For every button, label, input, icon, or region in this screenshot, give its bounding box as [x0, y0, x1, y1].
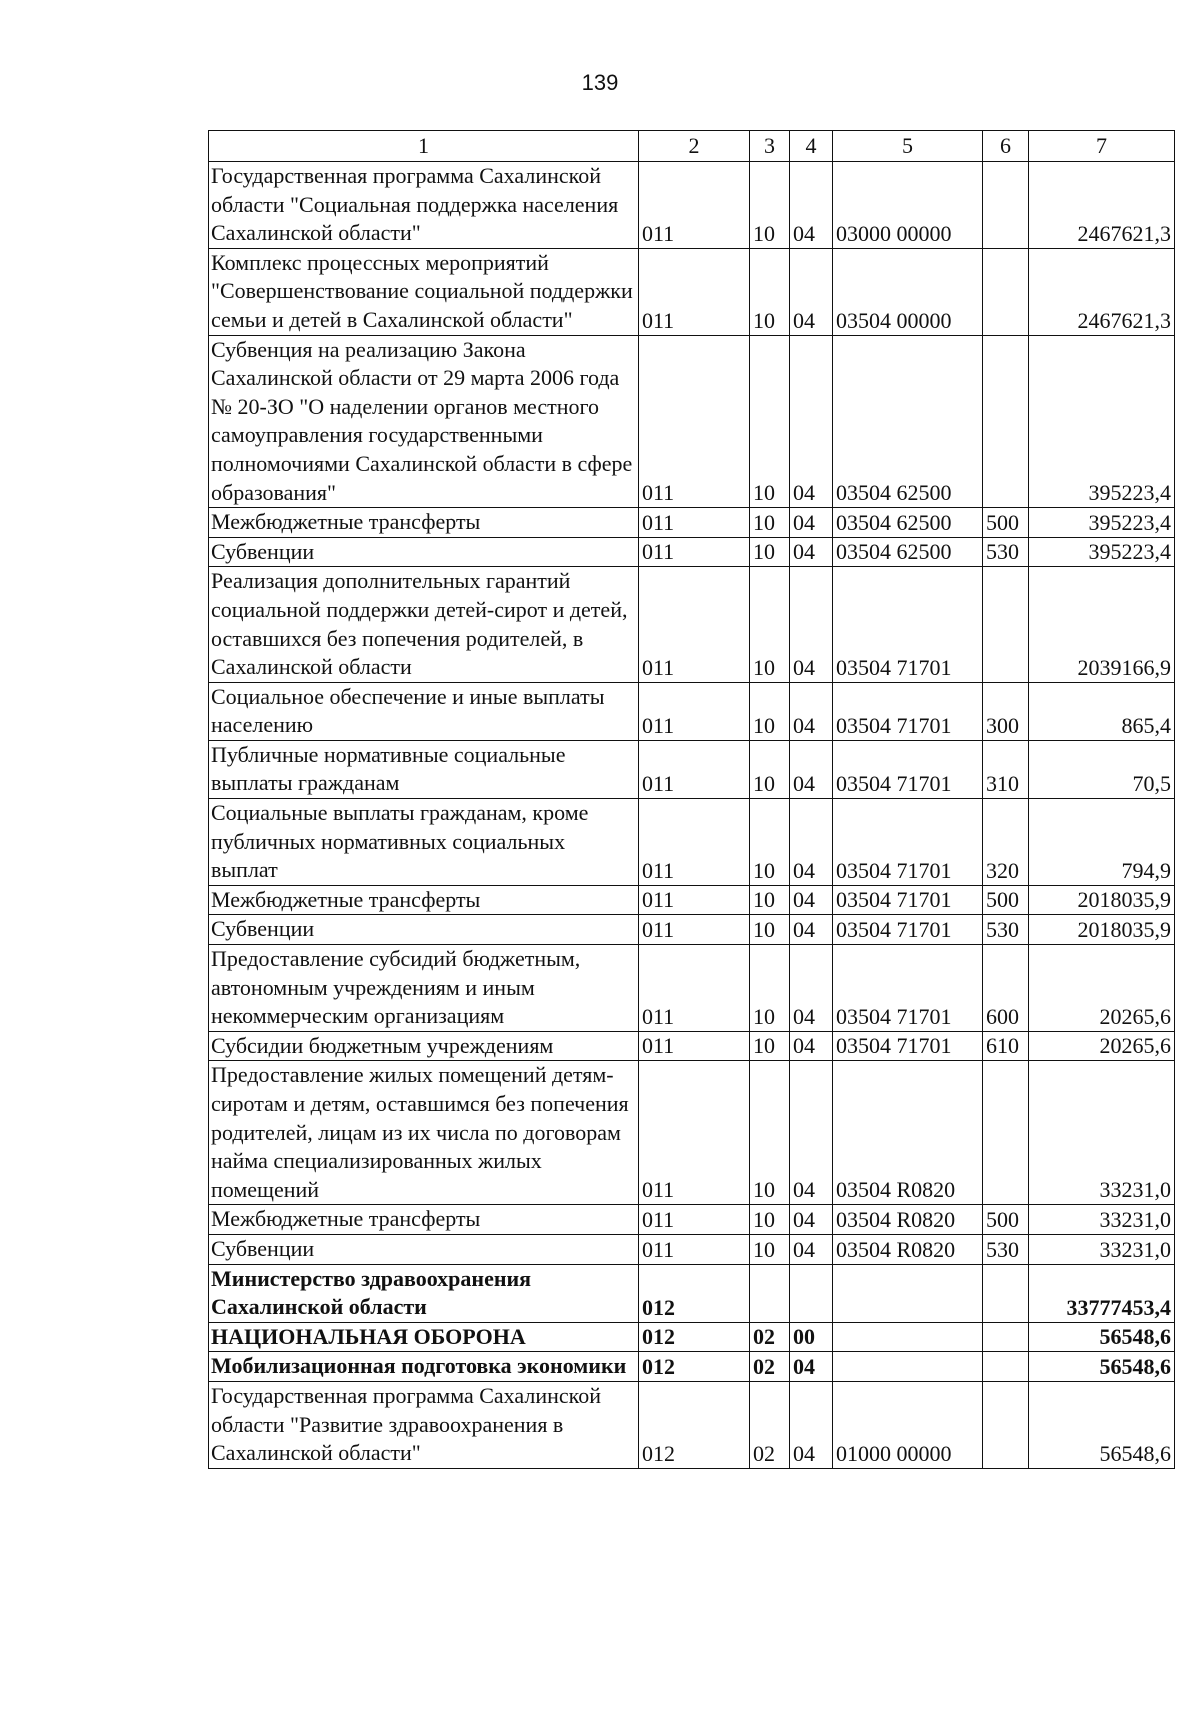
row-section-cell: 10 — [750, 248, 790, 335]
row-target-article-cell: 03504 71701 — [833, 915, 983, 945]
row-subsection-cell: 04 — [790, 1352, 833, 1382]
row-name-cell: Государственная программа Сахалинской области "Социальная поддержка населения Сахалинской области" — [209, 162, 639, 249]
row-subsection-cell — [790, 1264, 833, 1322]
row-ministry-code-cell: 011 — [639, 508, 750, 538]
row-amount-cell: 56548,6 — [1029, 1381, 1175, 1468]
row-ministry-code-cell: 011 — [639, 799, 750, 886]
row-amount-cell: 33777453,4 — [1029, 1264, 1175, 1322]
table-row — [209, 945, 1175, 1032]
table-row — [209, 1381, 1175, 1468]
table-row — [209, 915, 1175, 945]
row-ministry-code-cell: 012 — [639, 1322, 750, 1352]
row-expense-type-cell — [983, 567, 1029, 682]
row-amount-cell: 794,9 — [1029, 799, 1175, 886]
row-ministry-code-cell: 012 — [639, 1381, 750, 1468]
row-ministry-code-cell: 011 — [639, 945, 750, 1032]
row-name-cell: Предоставление субсидий бюджетным, автономным учреждениям и иным некоммерческим организациям — [209, 945, 639, 1032]
row-target-article-cell: 03504 R0820 — [833, 1061, 983, 1205]
row-ministry-code-cell: 011 — [639, 915, 750, 945]
row-ministry-code-cell: 011 — [639, 1061, 750, 1205]
row-name-cell: Субвенция на реализацию Закона Сахалинской области от 29 марта 2006 года № 20-ЗО "О наделении органов местного самоуправления государственными полномочиями Сахалинской области в сфере образования" — [209, 335, 639, 508]
row-section-cell: 10 — [750, 682, 790, 740]
row-section-cell: 10 — [750, 885, 790, 915]
row-name-cell: Субвенции — [209, 1234, 639, 1264]
row-subsection-cell: 04 — [790, 1031, 833, 1061]
row-subsection-cell: 04 — [790, 248, 833, 335]
table-row — [209, 1264, 1175, 1322]
row-name-cell: Межбюджетные трансферты — [209, 508, 639, 538]
table-row — [209, 799, 1175, 886]
row-ministry-code-cell: 011 — [639, 1205, 750, 1235]
row-name-cell: Публичные нормативные социальные выплаты гражданам — [209, 740, 639, 798]
column-header: 6 — [983, 131, 1029, 162]
table-header-row — [209, 131, 1175, 162]
row-expense-type-cell: 500 — [983, 1205, 1029, 1235]
row-target-article-cell: 03504 R0820 — [833, 1205, 983, 1235]
row-name-cell: Социальное обеспечение и иные выплаты населению — [209, 682, 639, 740]
row-ministry-code-cell: 011 — [639, 162, 750, 249]
row-name-cell: Субсидии бюджетным учреждениям — [209, 1031, 639, 1061]
table-row — [209, 1061, 1175, 1205]
row-section-cell: 10 — [750, 1061, 790, 1205]
table-row — [209, 537, 1175, 567]
row-target-article-cell: 03504 71701 — [833, 799, 983, 886]
table-row — [209, 162, 1175, 249]
column-header: 5 — [833, 131, 983, 162]
row-expense-type-cell — [983, 1322, 1029, 1352]
column-header: 1 — [209, 131, 639, 162]
row-ministry-code-cell: 011 — [639, 682, 750, 740]
row-name-cell: Государственная программа Сахалинской области "Развитие здравоохранения в Сахалинской области" — [209, 1381, 639, 1468]
column-header: 3 — [750, 131, 790, 162]
row-subsection-cell: 04 — [790, 508, 833, 538]
table-row — [209, 1352, 1175, 1382]
row-name-cell: Реализация дополнительных гарантий социальной поддержки детей-сирот и детей, оставшихся без попечения родителей, в Сахалинской области — [209, 567, 639, 682]
row-name-cell: НАЦИОНАЛЬНАЯ ОБОРОНА — [209, 1322, 639, 1352]
row-section-cell: 10 — [750, 1205, 790, 1235]
row-ministry-code-cell: 012 — [639, 1264, 750, 1322]
row-subsection-cell: 04 — [790, 1205, 833, 1235]
row-section-cell: 10 — [750, 740, 790, 798]
row-ministry-code-cell: 011 — [639, 248, 750, 335]
row-amount-cell: 395223,4 — [1029, 335, 1175, 508]
row-name-cell: Предоставление жилых помещений детям-сиротам и детям, оставшимся без попечения родителей, лицам из их числа по договорам найма специализированных жилых помещений — [209, 1061, 639, 1205]
row-target-article-cell: 03504 62500 — [833, 508, 983, 538]
row-subsection-cell: 04 — [790, 885, 833, 915]
table-row — [209, 1205, 1175, 1235]
row-section-cell: 10 — [750, 335, 790, 508]
page-number: 139 — [581, 70, 619, 95]
table-row — [209, 1234, 1175, 1264]
row-subsection-cell: 04 — [790, 162, 833, 249]
table-row — [209, 508, 1175, 538]
row-subsection-cell: 04 — [790, 945, 833, 1032]
row-expense-type-cell: 530 — [983, 537, 1029, 567]
column-header: 4 — [790, 131, 833, 162]
table-body — [209, 131, 1175, 1469]
row-expense-type-cell — [983, 162, 1029, 249]
row-name-cell: Комплекс процессных мероприятий "Совершенствование социальной поддержки семьи и детей в Сахалинской области" — [209, 248, 639, 335]
table-row — [209, 885, 1175, 915]
row-ministry-code-cell: 011 — [639, 740, 750, 798]
row-amount-cell: 56548,6 — [1029, 1322, 1175, 1352]
row-subsection-cell: 04 — [790, 1234, 833, 1264]
row-amount-cell: 2467621,3 — [1029, 248, 1175, 335]
row-target-article-cell: 03000 00000 — [833, 162, 983, 249]
row-expense-type-cell — [983, 1381, 1029, 1468]
row-amount-cell: 56548,6 — [1029, 1352, 1175, 1382]
row-expense-type-cell — [983, 1061, 1029, 1205]
table-row — [209, 567, 1175, 682]
row-target-article-cell: 03504 71701 — [833, 682, 983, 740]
row-subsection-cell: 00 — [790, 1322, 833, 1352]
row-amount-cell: 395223,4 — [1029, 537, 1175, 567]
row-section-cell: 10 — [750, 567, 790, 682]
row-amount-cell: 20265,6 — [1029, 945, 1175, 1032]
row-ministry-code-cell: 011 — [639, 567, 750, 682]
row-subsection-cell: 04 — [790, 1381, 833, 1468]
row-section-cell: 10 — [750, 799, 790, 886]
row-expense-type-cell: 300 — [983, 682, 1029, 740]
row-expense-type-cell — [983, 1352, 1029, 1382]
row-expense-type-cell: 600 — [983, 945, 1029, 1032]
row-ministry-code-cell: 011 — [639, 1234, 750, 1264]
row-amount-cell: 2018035,9 — [1029, 885, 1175, 915]
row-section-cell: 10 — [750, 508, 790, 538]
row-expense-type-cell: 530 — [983, 915, 1029, 945]
row-subsection-cell: 04 — [790, 1061, 833, 1205]
row-expense-type-cell: 320 — [983, 799, 1029, 886]
row-section-cell: 10 — [750, 915, 790, 945]
row-target-article-cell: 03504 71701 — [833, 945, 983, 1032]
row-expense-type-cell — [983, 1264, 1029, 1322]
column-header: 2 — [639, 131, 750, 162]
row-subsection-cell: 04 — [790, 682, 833, 740]
row-name-cell: Мобилизационная подготовка экономики — [209, 1352, 639, 1382]
row-subsection-cell: 04 — [790, 740, 833, 798]
row-amount-cell: 2018035,9 — [1029, 915, 1175, 945]
row-amount-cell: 33231,0 — [1029, 1061, 1175, 1205]
row-expense-type-cell: 530 — [983, 1234, 1029, 1264]
row-expense-type-cell — [983, 335, 1029, 508]
row-target-article-cell: 03504 62500 — [833, 537, 983, 567]
row-target-article-cell: 03504 71701 — [833, 885, 983, 915]
row-target-article-cell: 03504 71701 — [833, 567, 983, 682]
row-amount-cell: 395223,4 — [1029, 508, 1175, 538]
row-ministry-code-cell: 011 — [639, 1031, 750, 1061]
row-name-cell: Социальные выплаты гражданам, кроме публичных нормативных социальных выплат — [209, 799, 639, 886]
row-name-cell: Межбюджетные трансферты — [209, 885, 639, 915]
row-section-cell: 10 — [750, 1234, 790, 1264]
row-section-cell: 02 — [750, 1352, 790, 1382]
table-row — [209, 1322, 1175, 1352]
row-amount-cell: 33231,0 — [1029, 1234, 1175, 1264]
row-name-cell: Министерство здравоохранения Сахалинской области — [209, 1264, 639, 1322]
row-amount-cell: 70,5 — [1029, 740, 1175, 798]
row-name-cell: Субвенции — [209, 537, 639, 567]
row-target-article-cell: 03504 R0820 — [833, 1234, 983, 1264]
row-target-article-cell: 03504 71701 — [833, 1031, 983, 1061]
row-section-cell: 02 — [750, 1381, 790, 1468]
row-subsection-cell: 04 — [790, 335, 833, 508]
row-expense-type-cell: 500 — [983, 508, 1029, 538]
row-amount-cell: 2039166,9 — [1029, 567, 1175, 682]
row-section-cell: 10 — [750, 537, 790, 567]
row-target-article-cell — [833, 1352, 983, 1382]
table-row — [209, 335, 1175, 508]
row-subsection-cell: 04 — [790, 915, 833, 945]
row-section-cell — [750, 1264, 790, 1322]
table-row — [209, 682, 1175, 740]
row-amount-cell: 2467621,3 — [1029, 162, 1175, 249]
row-ministry-code-cell: 011 — [639, 335, 750, 508]
row-amount-cell: 33231,0 — [1029, 1205, 1175, 1235]
row-target-article-cell: 03504 71701 — [833, 740, 983, 798]
table-row — [209, 1031, 1175, 1061]
row-target-article-cell: 03504 62500 — [833, 335, 983, 508]
row-ministry-code-cell: 011 — [639, 537, 750, 567]
row-subsection-cell: 04 — [790, 567, 833, 682]
column-header: 7 — [1029, 131, 1175, 162]
row-target-article-cell — [833, 1264, 983, 1322]
budget-table — [208, 130, 1175, 1469]
row-expense-type-cell: 610 — [983, 1031, 1029, 1061]
row-ministry-code-cell: 012 — [639, 1352, 750, 1382]
row-amount-cell: 865,4 — [1029, 682, 1175, 740]
row-expense-type-cell — [983, 248, 1029, 335]
row-subsection-cell: 04 — [790, 799, 833, 886]
row-name-cell: Субвенции — [209, 915, 639, 945]
row-name-cell: Межбюджетные трансферты — [209, 1205, 639, 1235]
row-section-cell: 10 — [750, 162, 790, 249]
row-section-cell: 10 — [750, 1031, 790, 1061]
table-row — [209, 740, 1175, 798]
table-row — [209, 248, 1175, 335]
row-ministry-code-cell: 011 — [639, 885, 750, 915]
row-target-article-cell — [833, 1322, 983, 1352]
row-target-article-cell: 03504 00000 — [833, 248, 983, 335]
row-section-cell: 10 — [750, 945, 790, 1032]
row-expense-type-cell: 310 — [983, 740, 1029, 798]
row-expense-type-cell: 500 — [983, 885, 1029, 915]
row-subsection-cell: 04 — [790, 537, 833, 567]
row-amount-cell: 20265,6 — [1029, 1031, 1175, 1061]
row-section-cell: 02 — [750, 1322, 790, 1352]
row-target-article-cell: 01000 00000 — [833, 1381, 983, 1468]
